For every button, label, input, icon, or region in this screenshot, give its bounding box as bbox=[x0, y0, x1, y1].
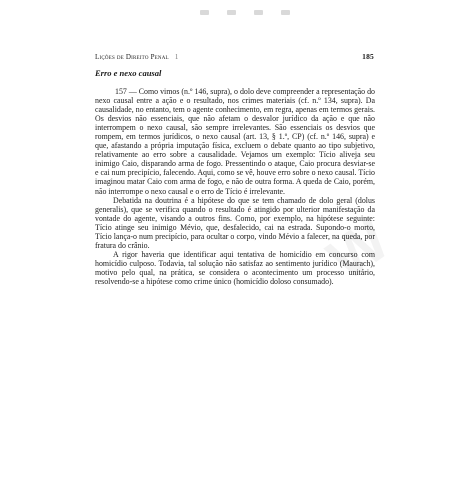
header-mark: 1 bbox=[174, 53, 179, 61]
edge-mark bbox=[254, 10, 263, 15]
paragraph-conclusion: A rigor haveria que identificar aqui tentativa de homicídio em concurso com homicídio culposo. Todavia, tal solução não satisfaz ao sentimento jurídico (Maurach), motivo pelo qual, na prática, se considera o acontecimento um processo unitário, resolvendo-se a hipótese como crime único (homicídio doloso consumado). bbox=[95, 249, 375, 286]
page-number: 185 bbox=[362, 52, 374, 61]
top-edge-marks bbox=[200, 10, 290, 16]
edge-mark bbox=[200, 10, 209, 15]
edge-mark bbox=[281, 10, 290, 15]
paragraph-157: 157 — Como vimos (n.º 146, supra), o dolo deve compreender a representação do nexo causal entre a ação e o resultado, nos crimes materiais (cf. n.º 134, supra). Da causalidade, no entanto, tem o agente conhecimento, em regra, apenas em termos gerais. Os desvios não essenciais, que não afetam o desvalor jurídico da ação e que não interrompem o nexo causal, são sempre irrelevantes. São essenciais os desvios que rompem, em termos jurídicos, o nexo causal (art. 13, § 1.º, CP) (cf. n.º 146, supra) e que, afastando a própria imputação física, excluem o debate quanto ao tipo subjetivo, relativamente ao erro sobre a causalidade. Vejamos um exemplo: Tício aliveja seu inimigo Caio, disparando arma de fogo. Pressentindo o ataque, Caio procura desviar-se e cai num precipício, falecendo. Aqui, como se vê, houve erro sobre o nexo causal. Tício imaginou matar Caio com arma de fogo, e não de outra forma. A queda de Caio, porém, não interrompe o nexo causal e o erro de Tício é irrelevante. bbox=[95, 87, 375, 196]
edge-mark bbox=[227, 10, 236, 15]
running-header bbox=[95, 52, 374, 61]
section-title: Erro e nexo causal bbox=[95, 68, 162, 78]
paragraph-dolo-geral: Debatida na doutrina é a hipótese do que se tem chamado de dolo geral (dolus generalis), que se verifica quando o resultado é atingido por ulterior manifestação da vontade do agente, visando a outros fins. Como, por exemplo, na hipótese seguinte: Tício atinge seu inimigo Mévio, que, desfalecido, cai na estrada. Supondo-o morto, Tício lança-o num precipício, para ocultar o corpo, vindo Mévio a falecer, na queda, por fratura do crânio. bbox=[95, 195, 375, 250]
body-text bbox=[95, 87, 375, 286]
running-title: Lições de Direito Penal bbox=[95, 53, 169, 61]
running-title-wrap bbox=[95, 53, 179, 61]
